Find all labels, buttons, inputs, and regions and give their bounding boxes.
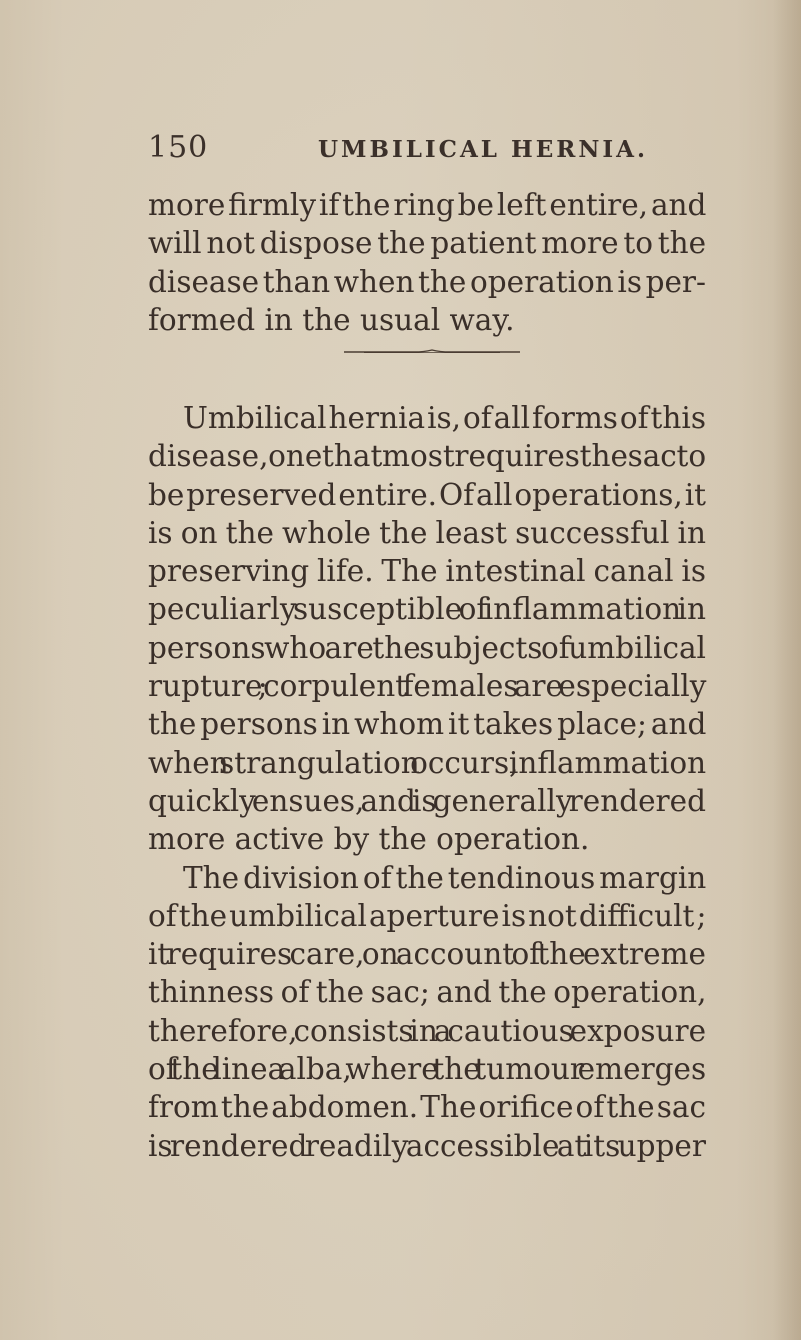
text-line: Umbilical hernia is, of all forms of this: [183, 401, 706, 435]
text-line: more firmly if the ring be left entire, and: [148, 188, 707, 222]
text-line: of the umbilical aperture is not difficult ;: [148, 898, 707, 933]
text-line: The division of the tendinous margin: [183, 860, 707, 895]
paragraph-2: [148, 399, 706, 859]
page-number: 150: [148, 130, 209, 165]
text-line: of the linea alba, where the tumour emerges: [148, 1052, 707, 1087]
text-line: more active by the operation.: [148, 822, 590, 857]
paragraph-3: [148, 859, 706, 1165]
page-header: [148, 130, 708, 166]
page-edge-shadow: [773, 0, 801, 1340]
paragraph-1: [148, 186, 706, 339]
text-line: when strangulation occurs, inflammation: [148, 745, 707, 780]
text-line: is rendered readily accessible at its upper: [148, 1128, 706, 1163]
text-line: is on the whole the least successful in: [148, 515, 706, 550]
text-line: formed in the usual way.: [148, 302, 515, 337]
text-line: will not dispose the patient more to the: [148, 226, 707, 261]
running-head: UMBILICAL HERNIA.: [318, 136, 648, 163]
section-divider-rule: [344, 349, 520, 355]
text-line: from the abdomen. The orifice of the sac: [148, 1090, 706, 1125]
text-line: rupture ; corpulent females are especially: [148, 669, 707, 704]
text-line: persons who are the subjects of umbilical: [148, 630, 706, 665]
text-line: quickly ensues, and is generally rendered: [148, 783, 706, 818]
text-line: peculiarly susceptible of inflammation in: [148, 592, 706, 627]
text-line: disease than when the operation is per-: [148, 264, 706, 299]
text-line: disease, one that most requires the sac to: [148, 439, 707, 474]
text-block-top: [148, 186, 706, 339]
text-line: the persons in whom it takes place; and: [148, 707, 707, 742]
text-line: therefore, consists in a cautious exposure: [148, 1013, 707, 1048]
text-line: it requires care, on account of the extreme: [148, 937, 706, 972]
text-line: preserving life. The intestinal canal is: [148, 554, 706, 589]
text-block-main: [148, 399, 706, 1165]
text-line: thinness of the sac; and the operation,: [148, 975, 707, 1010]
text-line: be preserved entire. Of all operations, it: [148, 477, 706, 512]
